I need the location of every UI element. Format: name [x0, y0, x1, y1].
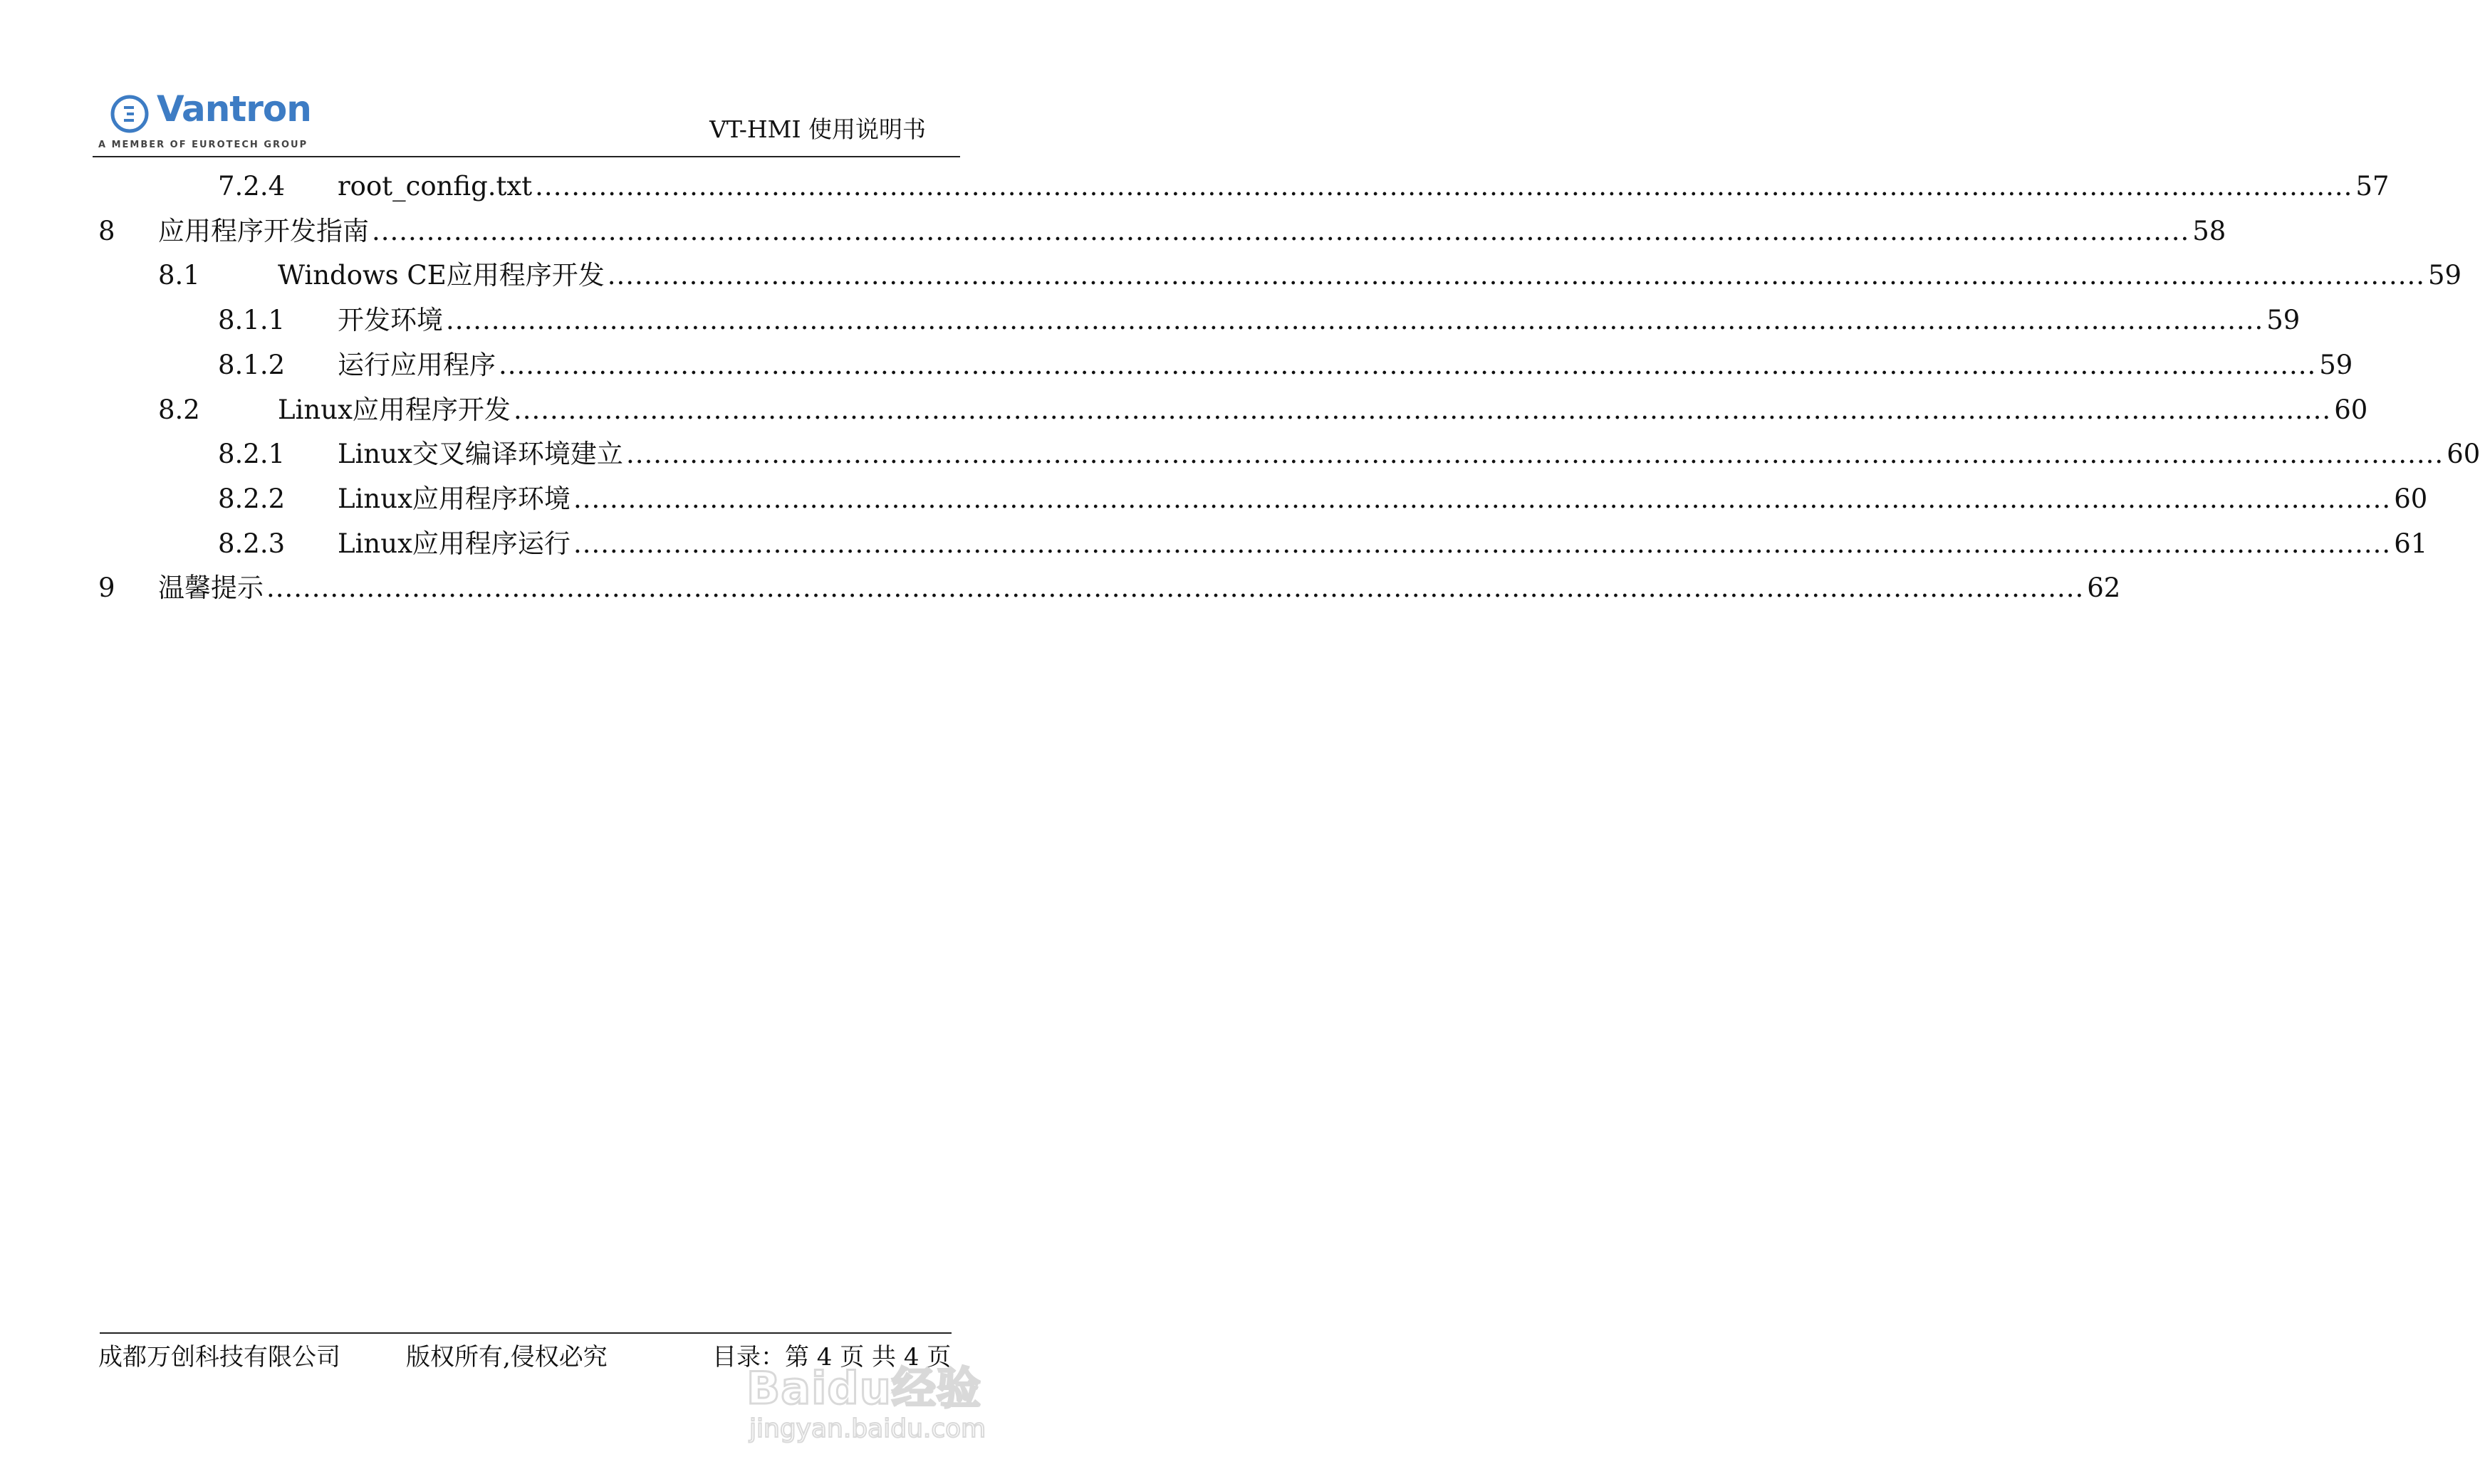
toc-entry-number: 8.2.3 [218, 528, 286, 559]
toc-entry-title: root_config.txt [338, 171, 533, 202]
footer-page-info: 目录：第 4 页 共 4 页 [712, 1343, 952, 1371]
watermark-brand: Baidu经验 [746, 1362, 981, 1414]
toc-entry[interactable] [0, 171, 2390, 202]
toc-entry-page: 59 [2428, 260, 2462, 291]
document-title: VT-HMI 使用说明书 [709, 115, 926, 143]
toc-entry-title: Linux应用程序环境 [338, 484, 570, 514]
toc-entry-number: 8.2.2 [218, 484, 286, 514]
footer-divider [100, 1332, 952, 1334]
toc-dot-leader: ........................................................................................................................................................................................................ [372, 216, 2190, 246]
toc-entry-page: 58 [2192, 216, 2226, 246]
baidu-watermark [746, 1353, 1003, 1453]
footer-copyright: 版权所有,侵权必究 [406, 1343, 608, 1371]
toc-dot-leader: ........................................................................................................................................................................................................ [573, 484, 2392, 514]
toc-entry[interactable] [0, 260, 2462, 291]
toc-entry-title: Linux交叉编译环境建立 [338, 439, 623, 469]
toc-entry-number: 8.1 [158, 260, 200, 291]
toc-entry-number: 8 [98, 216, 115, 246]
toc-entry-title: Linux应用程序开发 [278, 394, 511, 425]
toc-entry[interactable] [0, 439, 2480, 470]
toc-entry-title: Linux应用程序运行 [338, 528, 570, 559]
toc-entry-title: 应用程序开发指南 [158, 216, 369, 246]
toc-entry[interactable] [0, 350, 2353, 381]
toc-dot-leader: ........................................................................................................................................................................................................ [535, 171, 2353, 202]
toc-entry-page: 57 [2355, 171, 2390, 202]
toc-entry-number: 7.2.4 [218, 171, 286, 202]
toc-dot-leader: ........................................................................................................................................................................................................ [573, 528, 2392, 559]
toc-dot-leader: ........................................................................................................................................................................................................ [625, 439, 2444, 469]
toc-entry[interactable] [0, 573, 2121, 604]
toc-entry[interactable] [0, 305, 2301, 336]
toc-entry-title: 温馨提示 [158, 573, 264, 603]
toc-dot-leader: ........................................................................................................................................................................................................ [446, 305, 2264, 335]
toc-entry-number: 8.1.2 [218, 350, 286, 380]
toc-entry-page: 59 [2266, 305, 2301, 335]
logo-wordmark: Vantron [157, 88, 311, 130]
toc-dot-leader: ........................................................................................................................................................................................................ [266, 573, 2085, 603]
toc-dot-leader: ........................................................................................................................................................................................................ [499, 350, 2317, 380]
vantron-logo [98, 90, 312, 154]
toc-entry-number: 8.2.1 [218, 439, 286, 469]
toc-entry[interactable] [0, 216, 2226, 247]
footer-company: 成都万创科技有限公司 [98, 1343, 340, 1371]
toc-entry-title: Windows CE应用程序开发 [278, 260, 605, 291]
toc-entry[interactable] [0, 484, 2428, 515]
toc-entry-number: 8.1.1 [218, 305, 286, 335]
toc-entry-page: 59 [2319, 350, 2353, 380]
toc-entry-page: 60 [2447, 439, 2480, 469]
toc-entry-number: 9 [98, 573, 115, 603]
logo-tagline: A MEMBER OF EUROTECH GROUP [98, 140, 308, 150]
header-divider [93, 156, 960, 157]
vantron-logo-icon [110, 94, 150, 134]
toc-entry[interactable] [0, 528, 2428, 560]
toc-entry-title: 运行应用程序 [338, 350, 496, 380]
toc-dot-leader: ........................................................................................................................................................................................................ [513, 394, 2332, 425]
toc-entry-page: 61 [2394, 528, 2428, 559]
toc-entry-page: 62 [2087, 573, 2121, 603]
toc-entry[interactable] [0, 394, 2368, 426]
toc-dot-leader: ........................................................................................................................................................................................................ [607, 260, 2425, 291]
toc-entry-number: 8.2 [158, 394, 200, 425]
watermark-url: jingyan.baidu.com [749, 1414, 986, 1443]
toc-entry-page: 60 [2394, 484, 2428, 514]
toc-entry-title: 开发环境 [338, 305, 443, 335]
toc-entry-page: 60 [2334, 394, 2368, 425]
